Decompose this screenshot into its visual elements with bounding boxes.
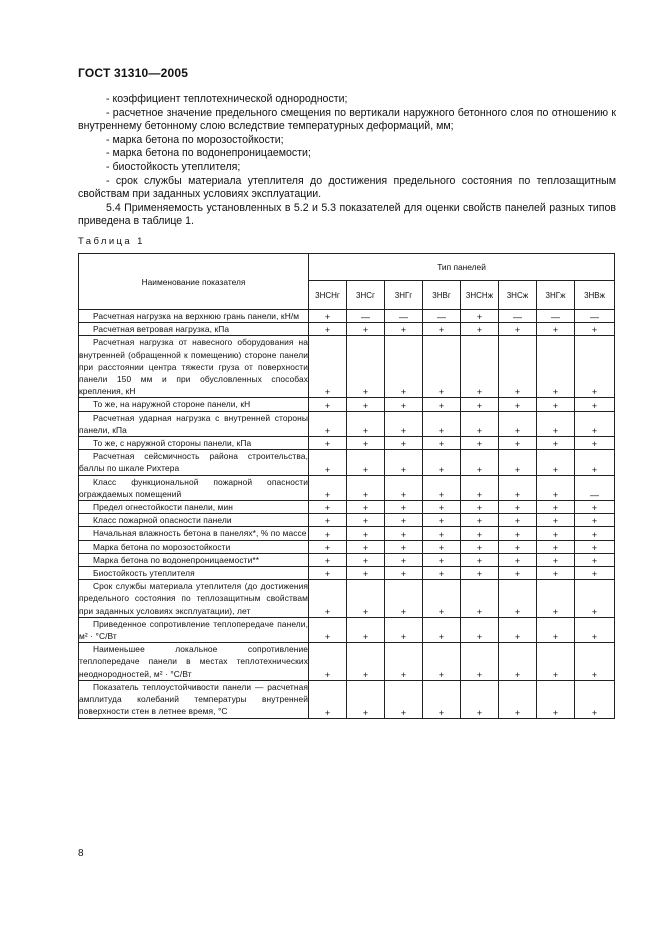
applicability-mark: + (423, 540, 461, 553)
indicators-table (78, 253, 615, 719)
applicability-mark: + (385, 475, 423, 500)
applicability-mark: — (499, 310, 537, 323)
page-number: 8 (78, 848, 84, 859)
applicability-mark: + (385, 527, 423, 540)
applicability-mark: + (575, 617, 615, 642)
table-body (79, 310, 615, 719)
indicator-name: То же, с наружной стороны панели, кПа (79, 437, 309, 450)
table-row (79, 680, 615, 718)
indicator-name: Класс пожарной опасности панели (79, 514, 309, 527)
applicability-mark: + (575, 437, 615, 450)
applicability-mark: + (309, 336, 347, 398)
applicability-mark: + (461, 680, 499, 718)
applicability-mark: + (499, 643, 537, 681)
column-header-type: 3НВж (575, 281, 615, 310)
applicability-mark: + (385, 580, 423, 618)
column-header-type: 3НГж (537, 281, 575, 310)
applicability-mark: + (575, 540, 615, 553)
applicability-mark: + (461, 437, 499, 450)
applicability-mark: + (309, 567, 347, 580)
applicability-mark: + (309, 437, 347, 450)
applicability-mark: + (423, 437, 461, 450)
applicability-mark: + (423, 398, 461, 411)
applicability-mark: + (385, 553, 423, 566)
applicability-mark: + (461, 527, 499, 540)
applicability-mark: + (461, 553, 499, 566)
applicability-mark: + (309, 680, 347, 718)
table-row (79, 617, 615, 642)
applicability-mark: + (347, 580, 385, 618)
applicability-mark: + (537, 553, 575, 566)
indicator-name: Расчетная ветровая нагрузка, кПа (79, 323, 309, 336)
applicability-mark: + (499, 475, 537, 500)
applicability-mark: + (461, 540, 499, 553)
table-row (79, 336, 615, 398)
table-row (79, 527, 615, 540)
applicability-mark: + (347, 643, 385, 681)
column-header-type: 3НГг (385, 281, 423, 310)
applicability-mark: + (537, 501, 575, 514)
table-row (79, 475, 615, 500)
applicability-mark: + (461, 411, 499, 436)
applicability-mark: + (499, 336, 537, 398)
applicability-mark: + (309, 310, 347, 323)
intro-line: - расчетное значение предельного смещения по вертикали наружного бетонного слоя по отношению к внутреннему бетонному слою вследствие температурных деформаций, мм; (78, 106, 616, 133)
applicability-mark: + (499, 398, 537, 411)
applicability-mark: + (499, 437, 537, 450)
applicability-mark: + (537, 527, 575, 540)
applicability-mark: + (575, 580, 615, 618)
applicability-mark: + (461, 617, 499, 642)
applicability-mark: + (423, 553, 461, 566)
applicability-mark: + (499, 617, 537, 642)
applicability-mark: + (499, 450, 537, 475)
applicability-mark: + (499, 540, 537, 553)
applicability-mark: + (347, 411, 385, 436)
indicator-name: Биостойкость утеплителя (79, 567, 309, 580)
column-header-type: 3НВг (423, 281, 461, 310)
applicability-mark: + (385, 336, 423, 398)
applicability-mark: + (347, 540, 385, 553)
applicability-mark: + (499, 553, 537, 566)
applicability-mark: + (309, 527, 347, 540)
applicability-mark: + (575, 643, 615, 681)
applicability-mark: + (575, 411, 615, 436)
indicator-name: Показатель теплоустойчивости панели — расчетная амплитуда колебаний температуры внутренней поверхности стен в летнее время, °С (79, 681, 308, 717)
applicability-mark: + (309, 450, 347, 475)
applicability-mark: + (309, 514, 347, 527)
table-row (79, 643, 615, 681)
applicability-mark: + (347, 475, 385, 500)
indicator-name: Приведенное сопротивление теплопередаче панели, м² · °С/Вт (79, 618, 308, 642)
applicability-mark: + (537, 617, 575, 642)
indicator-name: Марка бетона по водонепроницаемости** (79, 553, 309, 566)
applicability-mark: + (347, 323, 385, 336)
applicability-mark: + (461, 643, 499, 681)
applicability-mark: + (575, 527, 615, 540)
indicator-name: Класс функциональной пожарной опасности ограждаемых помещений (79, 476, 308, 499)
applicability-mark: + (385, 567, 423, 580)
applicability-mark: + (575, 514, 615, 527)
applicability-mark: + (309, 643, 347, 681)
applicability-mark: — (423, 310, 461, 323)
applicability-mark: + (385, 323, 423, 336)
applicability-mark: + (309, 323, 347, 336)
column-header-type: 3НСНж (461, 281, 499, 310)
table-row (79, 540, 615, 553)
applicability-mark: + (309, 411, 347, 436)
applicability-mark: + (461, 580, 499, 618)
indicator-name: Расчетная нагрузка от навесного оборудования на внутренней (обращенной к помещению) стороне панели при расстоянии центра тяжести груза от поверхности панели 150 мм и при обусловленных способах крепления, кН (79, 337, 308, 397)
applicability-mark: + (537, 567, 575, 580)
intro-text (78, 93, 616, 229)
intro-line: - коэффициент теплотехнической однородности; (106, 93, 348, 105)
indicator-name: Срок службы материала утеплителя (до достижения предельного состояния по теплозащитным свойствам при заданных условиях эксплуатации), лет (79, 581, 308, 616)
indicator-name: Предел огнестойкости панели, мин (79, 501, 309, 514)
applicability-mark: + (309, 580, 347, 618)
applicability-mark: + (385, 398, 423, 411)
table-row (79, 437, 615, 450)
applicability-mark: + (423, 580, 461, 618)
applicability-mark: — (385, 310, 423, 323)
applicability-mark: + (537, 437, 575, 450)
applicability-mark: + (461, 567, 499, 580)
applicability-mark: + (537, 514, 575, 527)
indicator-name: То же, на наружной стороне панели, кН (79, 398, 309, 411)
applicability-mark: + (423, 475, 461, 500)
applicability-mark: + (461, 514, 499, 527)
applicability-mark: + (537, 475, 575, 500)
table-row (79, 411, 615, 436)
column-header-type: 3НСНг (309, 281, 347, 310)
intro-line: - марка бетона по морозостойкости; (106, 133, 284, 146)
applicability-mark: + (423, 501, 461, 514)
applicability-mark: + (347, 336, 385, 398)
table-row (79, 553, 615, 566)
applicability-mark: + (309, 475, 347, 500)
applicability-mark: + (537, 540, 575, 553)
applicability-mark: + (309, 540, 347, 553)
column-header-type: 3НСж (499, 281, 537, 310)
table-row (79, 323, 615, 336)
applicability-mark: + (575, 450, 615, 475)
applicability-mark: + (423, 527, 461, 540)
applicability-mark: + (575, 323, 615, 336)
applicability-mark: + (309, 501, 347, 514)
applicability-mark: + (385, 643, 423, 681)
table-caption: Таблица 1 (78, 236, 145, 247)
applicability-mark: + (423, 643, 461, 681)
applicability-mark: + (347, 450, 385, 475)
applicability-mark: + (385, 411, 423, 436)
applicability-mark: + (347, 527, 385, 540)
applicability-mark: + (385, 514, 423, 527)
applicability-mark: + (309, 617, 347, 642)
column-header-panel-type: Тип панелей (309, 254, 615, 281)
applicability-mark: + (499, 580, 537, 618)
applicability-mark: + (461, 336, 499, 398)
table-row (79, 567, 615, 580)
applicability-mark: + (499, 514, 537, 527)
applicability-mark: + (385, 540, 423, 553)
applicability-mark: + (499, 680, 537, 718)
applicability-mark: + (461, 475, 499, 500)
indicator-name: Наименьшее локальное сопротивление теплопередаче панели в местах теплотехнических неоднородностей, м² · °С/Вт (79, 644, 308, 679)
applicability-mark: + (309, 553, 347, 566)
intro-paragraph-5-4: 5.4 Применяемость установленных в 5.2 и 5.3 показателей для оценки свойств панелей разных типов приведена в таблице 1. (78, 201, 616, 228)
applicability-mark: + (461, 501, 499, 514)
column-header-indicator-name: Наименование показателя (79, 254, 309, 310)
applicability-mark: + (499, 323, 537, 336)
applicability-mark: + (347, 437, 385, 450)
applicability-mark: + (575, 567, 615, 580)
table-row (79, 398, 615, 411)
indicator-name: Расчетная нагрузка на верхнюю грань панели, кН/м (79, 310, 309, 323)
applicability-mark: — (575, 475, 615, 500)
applicability-mark: — (575, 310, 615, 323)
applicability-mark: + (461, 398, 499, 411)
applicability-mark: + (499, 527, 537, 540)
indicator-name: Расчетная сейсмичность района строительства, баллы по шкале Рихтера (79, 451, 308, 474)
applicability-mark: + (461, 310, 499, 323)
applicability-mark: + (537, 680, 575, 718)
applicability-mark: + (537, 450, 575, 475)
applicability-mark: + (575, 336, 615, 398)
applicability-mark: + (347, 617, 385, 642)
column-header-type: 3НСг (347, 281, 385, 310)
applicability-mark: + (423, 411, 461, 436)
applicability-mark: + (385, 501, 423, 514)
applicability-mark: + (347, 553, 385, 566)
applicability-mark: — (537, 310, 575, 323)
applicability-mark: + (575, 680, 615, 718)
applicability-mark: + (423, 567, 461, 580)
applicability-mark: + (423, 680, 461, 718)
intro-line: - марка бетона по водонепроницаемости; (106, 147, 311, 160)
applicability-mark: + (537, 398, 575, 411)
applicability-mark: + (347, 567, 385, 580)
document-header: ГОСТ 31310—2005 (78, 66, 189, 80)
applicability-mark: + (537, 336, 575, 398)
table-row (79, 450, 615, 475)
applicability-mark: + (309, 398, 347, 411)
applicability-mark: + (385, 617, 423, 642)
applicability-mark: + (423, 617, 461, 642)
applicability-mark: + (575, 553, 615, 566)
applicability-mark: + (423, 336, 461, 398)
applicability-mark: + (347, 398, 385, 411)
applicability-mark: + (423, 514, 461, 527)
applicability-mark: + (347, 680, 385, 718)
table-row (79, 580, 615, 618)
table-row (79, 310, 615, 323)
applicability-mark: + (537, 580, 575, 618)
applicability-mark: + (499, 567, 537, 580)
applicability-mark: + (537, 643, 575, 681)
applicability-mark: + (537, 411, 575, 436)
applicability-mark: + (575, 398, 615, 411)
indicator-name: Начальная влажность бетона в панелях*, % по массе (79, 527, 309, 540)
indicator-name: Расчетная ударная нагрузка с внутренней стороны панели, кПа (79, 412, 308, 435)
applicability-mark: + (499, 501, 537, 514)
applicability-mark: + (347, 501, 385, 514)
indicator-name: Марка бетона по морозостойкости (79, 540, 309, 553)
applicability-mark: + (499, 411, 537, 436)
applicability-mark: + (347, 514, 385, 527)
applicability-mark: + (575, 501, 615, 514)
applicability-mark: + (423, 450, 461, 475)
table-row (79, 514, 615, 527)
applicability-mark: + (385, 680, 423, 718)
intro-line: - биостойкость утеплителя; (106, 160, 241, 173)
applicability-mark: + (461, 450, 499, 475)
table-row (79, 501, 615, 514)
applicability-mark: — (347, 310, 385, 323)
intro-line: - срок службы материала утеплителя до достижения предельного состояния по теплозащитным свойствам при заданных условиях эксплуатации. (78, 174, 616, 201)
applicability-mark: + (385, 450, 423, 475)
applicability-mark: + (423, 323, 461, 336)
applicability-mark: + (385, 437, 423, 450)
applicability-mark: + (461, 323, 499, 336)
applicability-mark: + (537, 323, 575, 336)
